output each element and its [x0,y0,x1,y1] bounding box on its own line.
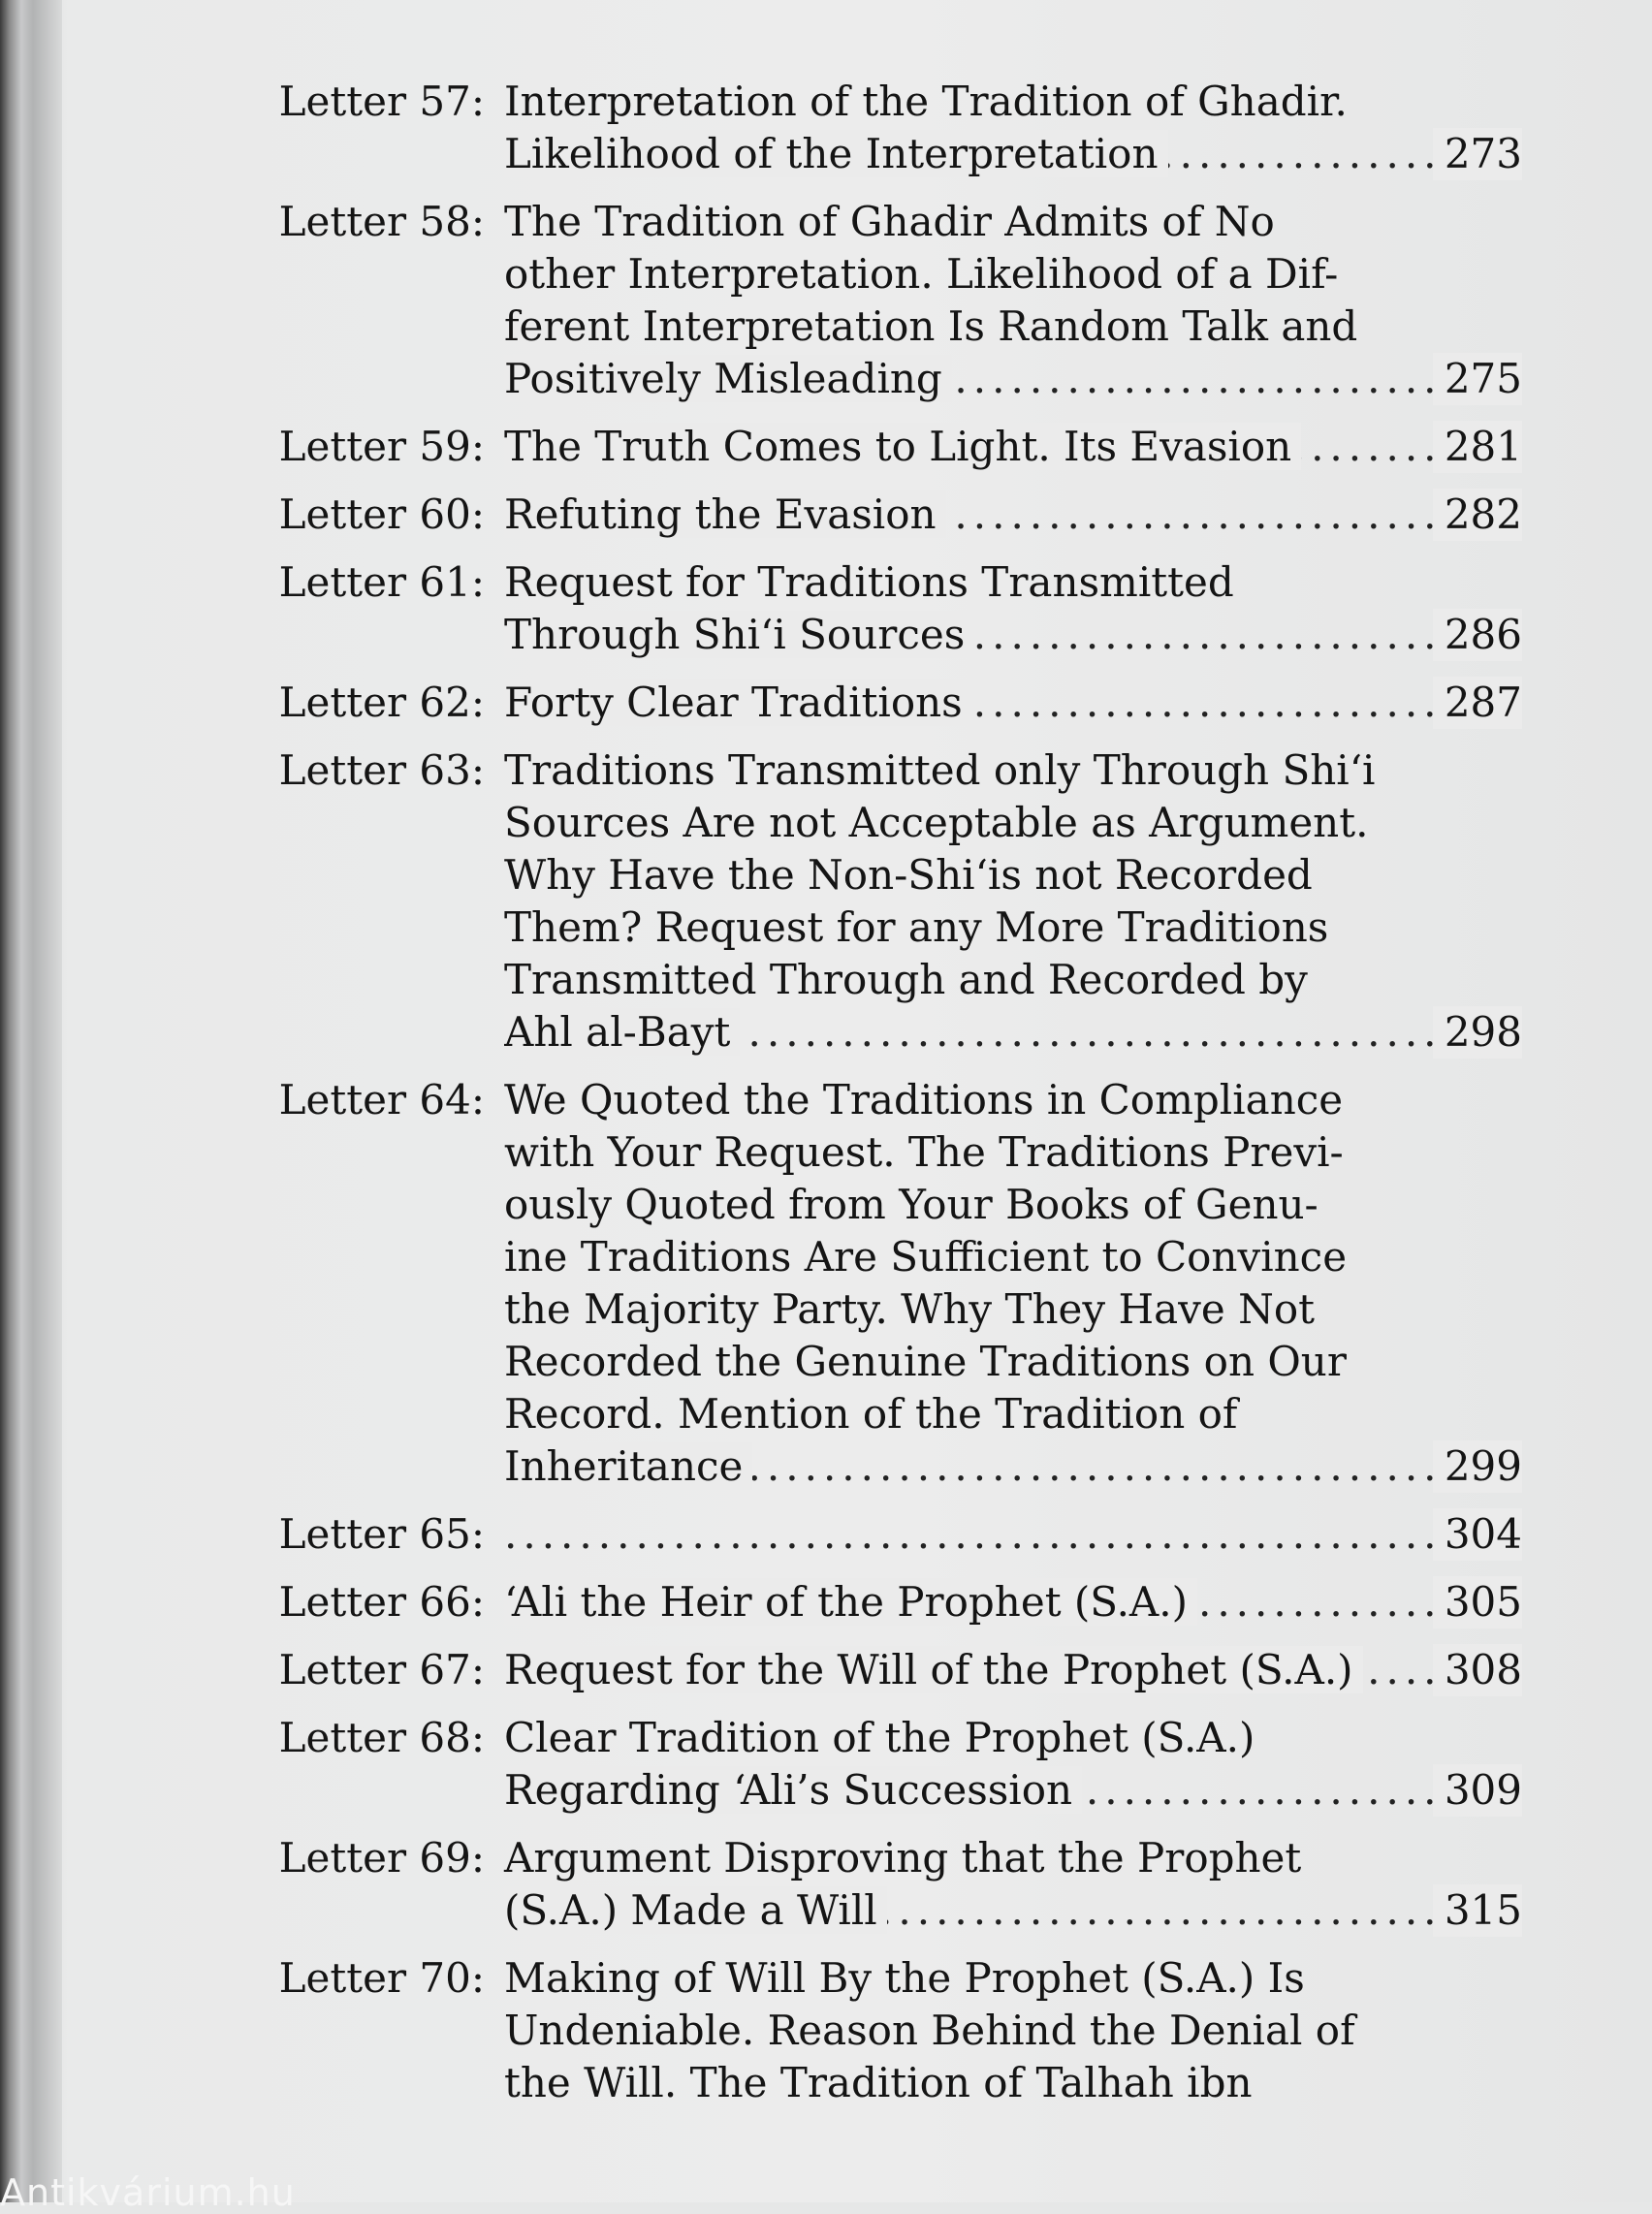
toc-entry-label: Letter 68: [278,1714,485,1761]
toc-entry [267,76,1522,180]
toc-entry-title-line: ferent Interpretation Is Random Talk and [504,302,1358,350]
toc-entry-page-number: 273 [1433,128,1522,180]
toc-entry [267,1074,1522,1493]
toc-entry-page-number: 305 [1433,1576,1522,1629]
toc-entry-leader-line [504,421,1522,473]
toc-entry-page-number: 299 [1433,1440,1522,1493]
toc-entry-title [504,1952,1522,2109]
toc-entry-page-number: 315 [1433,1884,1522,1937]
toc-entry-title-line: with Your Request. The Traditions Previ- [504,1128,1344,1176]
toc-entry [267,677,1522,729]
toc-entry-page-number: 282 [1433,489,1522,541]
toc-entry-title [504,1832,1522,1937]
toc-entry-title-line: Forty Clear Traditions [504,679,972,726]
toc-entry-title-line: other Interpretation. Likelihood of a Dif- [504,250,1339,298]
toc-entry-leader-line [504,1644,1522,1696]
toc-entry-page-number: ..... 304 [1433,1508,1522,1561]
toc-entry-title-line: Traditions Transmitted only Through Shi‘i [504,746,1376,794]
toc-entry-title-line: Them? Request for any More Traditions [504,903,1329,951]
toc-entry-title-line: The Truth Comes to Light. Its Evasion [504,423,1301,470]
toc-entry-title [504,677,1522,729]
toc-entry-title-line: Recorded the Genuine Traditions on Our [504,1338,1347,1385]
toc-entry-title-line: ously Quoted from Your Books of Genu- [504,1181,1318,1228]
toc-entry-title [504,421,1522,473]
toc-entry-leader-line [504,1764,1522,1817]
toc-entry-label: Letter 62: [278,679,485,726]
toc-entry [267,1644,1522,1696]
toc-entry-page-number: 308 [1433,1644,1522,1696]
toc-entry-title-line: Sources Are not Acceptable as Argument. [504,799,1369,846]
toc-entry-label: Letter 60: [278,490,485,538]
toc-entry-title-line: Inheritance [504,1442,752,1490]
toc-entry-title-line: Refuting the Evasion [504,490,946,538]
toc-entry-leader-line [504,1508,1522,1561]
toc-entry-leader-line [504,1006,1522,1059]
toc-entry-leader-line [504,1884,1522,1937]
toc-entry-leader-line [504,677,1522,729]
toc-entry-label: Letter 64: [278,1076,485,1123]
toc-entry-label: Letter 61: [278,558,485,606]
toc-entry-title-line: Undeniable. Reason Behind the Denial of [504,2007,1355,2054]
toc-entry-title-line: Record. Mention of the Tradition of [504,1390,1238,1438]
toc-entry-title [504,556,1522,661]
toc-entry-title-line: Through Shi‘i Sources [504,611,974,658]
toc-entry-label: Letter 66: [278,1578,485,1626]
toc-entry-leader-line [504,128,1522,180]
toc-entry [267,421,1522,473]
toc-entry [267,556,1522,661]
toc-entry-title [504,196,1522,405]
toc-entry-label: Letter 59: [278,423,485,470]
toc-entry-title-line: We Quoted the Traditions in Compliance [504,1076,1344,1123]
toc-entry-title-line: Clear Tradition of the Prophet (S.A.) [504,1714,1255,1761]
toc-entry-title [504,1712,1522,1817]
toc-entry-title [504,1074,1522,1493]
toc-entry-label: Letter 67: [278,1646,485,1693]
toc-entry [267,744,1522,1059]
toc-entry-title-line: Making of Will By the Prophet (S.A.) Is [504,1954,1305,2002]
toc-entry-label: Letter 63: [278,746,485,794]
toc-entry-page-number: 275 [1433,353,1522,405]
toc-entry-leader-line [504,1440,1522,1493]
toc-entry-title-line: the Will. The Tradition of Talhah ibn [504,2059,1253,2106]
toc-entry-title [504,489,1522,541]
toc-entry [267,489,1522,541]
toc-entry-page-number: 309 [1433,1764,1522,1817]
toc-entry [267,196,1522,405]
toc-entry-leader-line [504,1576,1522,1629]
toc-entry-leader-line [504,353,1522,405]
toc-entry-title-line: Argument Disproving that the Prophet [504,1834,1302,1882]
toc-entry-title-line: Request for the Will of the Prophet (S.A.) [504,1646,1363,1693]
toc-entry-title [504,1508,1522,1561]
toc-entry-title-line: Ahl al-Bayt [504,1008,740,1056]
toc-entry-title-line: ine Traditions Are Sufficient to Convince [504,1233,1348,1281]
toc-entry [267,1508,1522,1561]
toc-entry-title-line: Positively Misleading [504,355,952,402]
toc-entry-title-line: The Tradition of Ghadir Admits of No [504,198,1275,245]
table-of-contents [267,76,1522,2125]
toc-entry-label: Letter 65: [278,1510,485,1558]
toc-entry-title-line: Interpretation of the Tradition of Ghadir. [504,78,1348,125]
toc-entry-label: Letter 69: [278,1834,485,1882]
toc-entry-title [504,744,1522,1059]
toc-entry-title-line: Transmitted Through and Recorded by [504,956,1308,1003]
toc-entry-page-number: 287 [1433,677,1522,729]
toc-entry-page-number: 286 [1433,609,1522,661]
toc-entry-leader-line [504,609,1522,661]
toc-entry [267,1832,1522,1937]
toc-entry-leader-line [504,489,1522,541]
toc-entry-title-line: Likelihood of the Interpretation [504,130,1168,177]
toc-entry [267,1576,1522,1629]
toc-entry-label: Letter 70: [278,1954,485,2002]
toc-entry-title [504,1576,1522,1629]
toc-entry-title-line: Request for Traditions Transmitted [504,558,1234,606]
book-binding-shadow [0,0,62,2202]
toc-entry-title [504,76,1522,180]
toc-entry [267,1952,1522,2109]
watermark-text: Antikvárium.hu [0,2171,296,2214]
toc-entry-page-number: 298 [1433,1006,1522,1059]
toc-entry-title-line: the Majority Party. Why They Have Not [504,1285,1315,1333]
toc-entry-title-line: (S.A.) Made a Will [504,1886,887,1934]
toc-entry [267,1712,1522,1817]
toc-entry-title-line: Regarding ‘Ali’s Succession [504,1766,1082,1814]
toc-entry-title [504,1644,1522,1696]
toc-entry-page-number: 281 [1433,421,1522,473]
toc-entry-title-line: Why Have the Non-Shi‘is not Recorded [504,851,1313,899]
toc-entry-label: Letter 58: [278,198,485,245]
toc-entry-label: Letter 57: [278,78,485,125]
toc-entry-title-line: ‘Ali the Heir of the Prophet (S.A.) [504,1578,1197,1626]
